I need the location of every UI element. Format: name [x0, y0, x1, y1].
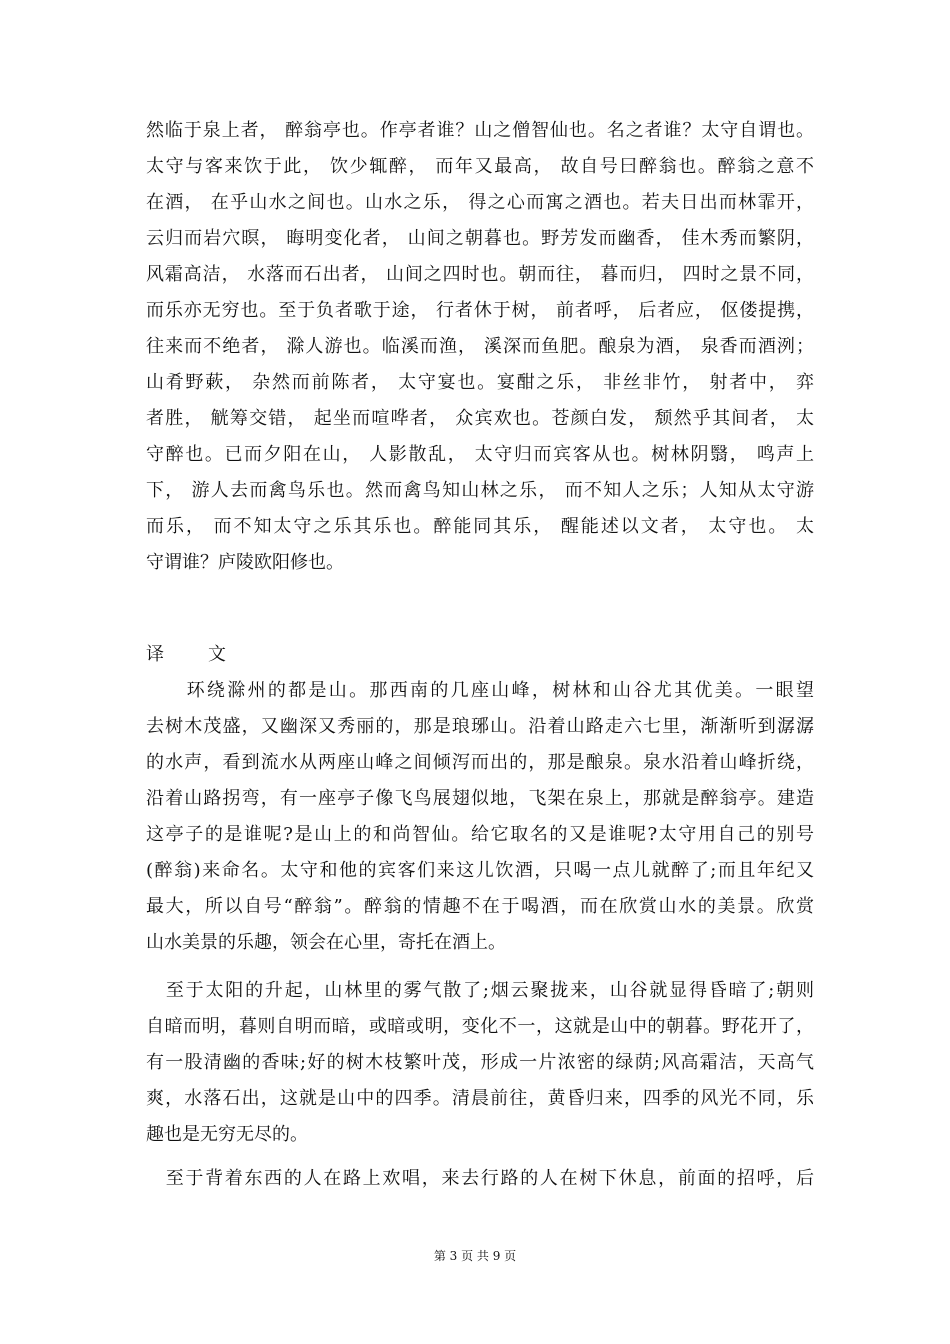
original-line: 然临于泉上者， 醉翁亭也。作亭者谁？山之僧智仙也。名之者谁？太守自谓也。: [146, 120, 814, 141]
translation-line: 趣也是无穷无尽的。: [146, 1124, 308, 1145]
translation-line: 自暗而明，暮则自明而暗，或暗或明，变化不一，这就是山中的朝暮。野花开了，: [146, 1016, 814, 1037]
original-line: 守谓谁？庐陵欧阳修也。: [146, 552, 344, 573]
translation-line: 最大，所以自号“醉翁”。醉翁的情趣不在于喝酒，而在欣赏山水的美景。欣赏: [146, 896, 814, 917]
original-line: 而乐亦无穷也。至于负者歌于途， 行者休于树， 前者呼， 后者应， 伛偻提携，: [146, 300, 814, 321]
original-line: 守醉也。已而夕阳在山， 人影散乱， 太守归而宾客从也。树林阴翳， 鸣声上: [146, 444, 814, 465]
original-line: 山肴野蔌， 杂然而前陈者， 太守宴也。宴酣之乐， 非丝非竹， 射者中， 弈: [146, 372, 814, 393]
original-line: 在酒， 在乎山水之间也。山水之乐， 得之心而寓之酒也。若夫日出而林霏开，: [146, 192, 814, 213]
translation-line: 山水美景的乐趣，领会在心里，寄托在酒上。: [146, 932, 506, 953]
translation-heading: 译文: [146, 644, 270, 665]
translation-line: 环绕滁州的都是山。那西南的几座山峰，树林和山谷尤其优美。一眼望: [146, 680, 814, 701]
translation-line: 至于背着东西的人在路上欢唱，来去行路的人在树下休息，前面的招呼，后: [146, 1168, 814, 1189]
translation-line: 去树木茂盛，又幽深又秀丽的，那是琅琊山。沿着山路走六七里，渐渐听到潺潺: [146, 716, 814, 737]
original-line: 风霜高洁， 水落而石出者， 山间之四时也。朝而往， 暮而归， 四时之景不同，: [146, 264, 814, 285]
original-line: 往来而不绝者， 滁人游也。临溪而渔， 溪深而鱼肥。酿泉为酒， 泉香而酒洌；: [146, 336, 814, 357]
translation-line: (醉翁)来命名。太守和他的宾客们来这儿饮酒，只喝一点儿就醉了;而且年纪又: [146, 860, 814, 881]
original-line: 者胜， 觥筹交错， 起坐而喧哗者， 众宾欢也。苍颜白发， 颓然乎其间者， 太: [146, 408, 814, 429]
translation-line: 沿着山路拐弯，有一座亭子像飞鸟展翅似地，飞架在泉上，那就是醉翁亭。建造: [146, 788, 814, 809]
translation-line: 爽，水落石出，这就是山中的四季。清晨前往，黄昏归来，四季的风光不同，乐: [146, 1088, 814, 1109]
original-line: 太守与客来饮于此， 饮少辄醉， 而年又最高， 故自号曰醉翁也。醉翁之意不: [146, 156, 814, 177]
original-line: 而乐， 而不知太守之乐其乐也。醉能同其乐， 醒能述以文者， 太守也。 太: [146, 516, 814, 537]
original-line: 云归而岩穴暝， 晦明变化者， 山间之朝暮也。野芳发而幽香， 佳木秀而繁阴，: [146, 228, 814, 249]
translation-line: 的水声，看到流水从两座山峰之间倾泻而出的，那是酿泉。泉水沿着山峰折绕，: [146, 752, 814, 773]
translation-line: 有一股清幽的香味;好的树木枝繁叶茂，形成一片浓密的绿荫;风高霜洁，天高气: [146, 1052, 814, 1073]
original-line: 下， 游人去而禽鸟乐也。然而禽鸟知山林之乐， 而不知人之乐；人知从太守游: [146, 480, 814, 501]
translation-line: 这亭子的是谁呢?是山上的和尚智仙。给它取名的又是谁呢?太守用自己的别号: [146, 824, 814, 845]
translation-line: 至于太阳的升起，山林里的雾气散了;烟云聚拢来，山谷就显得昏暗了;朝则: [146, 980, 814, 1001]
page-number-footer: 第 3 页 共 9 页: [433, 1249, 517, 1263]
